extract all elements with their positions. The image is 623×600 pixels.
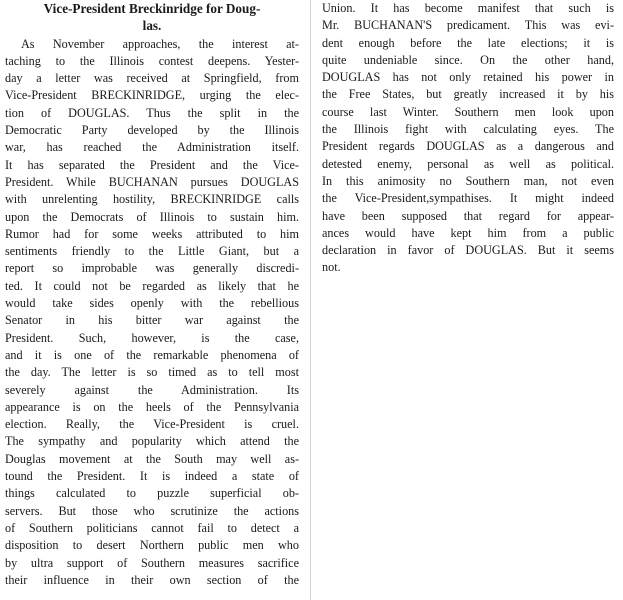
- text-line: the day. The letter is so timed as to tell most: [5, 365, 299, 380]
- text-line: detested enemy, personal as well as political.: [322, 156, 614, 171]
- text-line: not.: [322, 260, 341, 275]
- text-line: report so improbable was generally discredi-: [5, 261, 299, 276]
- text-line: the Vice-President,sympathises. It might indeed: [322, 191, 614, 206]
- text-line: Mr. BUCHANAN'S predicament. This was evi-: [322, 18, 614, 33]
- text-line: As November approaches, the interest at-: [21, 36, 299, 51]
- right-column: [322, 0, 614, 277]
- text-line: ances would have kept him from a public: [322, 225, 614, 240]
- text-line: Rumor had for some weeks attributed to him: [5, 226, 299, 241]
- text-line: war, has reached the Administration itself.: [5, 140, 299, 155]
- text-line: with unrelenting hostility, BRECKINRIDGE calls: [5, 192, 299, 207]
- text-line: President regards DOUGLAS as a dangerous and: [322, 139, 614, 154]
- text-line: things calculated to puzzle superficial ob-: [5, 486, 299, 501]
- text-line: tion of DOUGLAS. Thus the split in the: [5, 105, 299, 120]
- text-line: by ultra support of Southern measures sacrifice: [5, 555, 299, 570]
- text-line: tound the President. It is indeed a state of: [5, 469, 299, 484]
- text-line: Union. It has become manifest that such is: [322, 1, 614, 15]
- text-line: DOUGLAS has not only retained his power in: [322, 70, 614, 85]
- text-line: In this animosity no Southern man, not even: [322, 173, 614, 188]
- left-column-text: [5, 36, 299, 590]
- text-line: upon the Democrats of Illinois to sustain him.: [5, 209, 299, 224]
- text-line: President. While BUCHANAN pursues DOUGLAS: [5, 174, 299, 189]
- right-column-text: [322, 0, 614, 277]
- text-line: and it is one of the remarkable phenomena of: [5, 347, 299, 362]
- text-line: would take sides openly with the rebellious: [5, 296, 299, 311]
- text-line: election. Really, the Vice-President is cruel.: [5, 417, 299, 432]
- text-line: have been supposed that regard for appear-: [322, 208, 614, 223]
- text-line: Senator in his bitter war against the: [5, 313, 299, 328]
- text-line: servers. But those who scrutinize the actions: [5, 503, 299, 518]
- text-line: Douglas movement at the South may well as-: [5, 451, 299, 466]
- text-line: The sympathy and popularity which attend the: [5, 434, 299, 449]
- text-line: Vice-President BRECKINRIDGE, urging the elec-: [5, 88, 299, 103]
- article-headline: [5, 0, 299, 35]
- text-line: day a letter was received at Springfield, from: [5, 71, 299, 86]
- headline-line: Vice-President Breckinridge for Doug-: [43, 1, 261, 16]
- text-line: severely against the Administration. Its: [5, 382, 299, 397]
- text-line: quite undeniable since. On the other hand,: [322, 52, 614, 67]
- text-line: disposition to desert Northern public men who: [5, 538, 299, 553]
- text-line: Democratic Party developed by the Illinois: [5, 123, 299, 138]
- left-column: [5, 0, 299, 589]
- text-line: President. Such, however, is the case,: [5, 330, 299, 345]
- text-line: dent enough before the late elections; it is: [322, 35, 614, 50]
- headline-line: las.: [142, 18, 162, 34]
- text-line: sentiments friendly to the Little Giant, but a: [5, 244, 299, 259]
- text-line: of Southern politicians cannot fail to detect a: [5, 520, 299, 535]
- text-line: ted. It could not be regarded as likely that he: [5, 278, 299, 293]
- text-line: It has separated the President and the Vice-: [5, 157, 299, 172]
- text-line: the Illinois fight with calculating eyes. The: [322, 122, 614, 137]
- text-line: course last Winter. Southern men look upon: [322, 104, 614, 119]
- text-line: the Free States, but greatly increased it by his: [322, 87, 614, 102]
- text-line: declaration in favor of DOUGLAS. But it seems: [322, 243, 614, 258]
- text-line: appearance is on the heels of the Pennsylvania: [5, 399, 299, 414]
- text-line: taching to the Illinois contest deepens. Yester-: [5, 53, 299, 68]
- text-line: their influence in their own section of the: [5, 572, 299, 587]
- column-divider: [310, 0, 311, 600]
